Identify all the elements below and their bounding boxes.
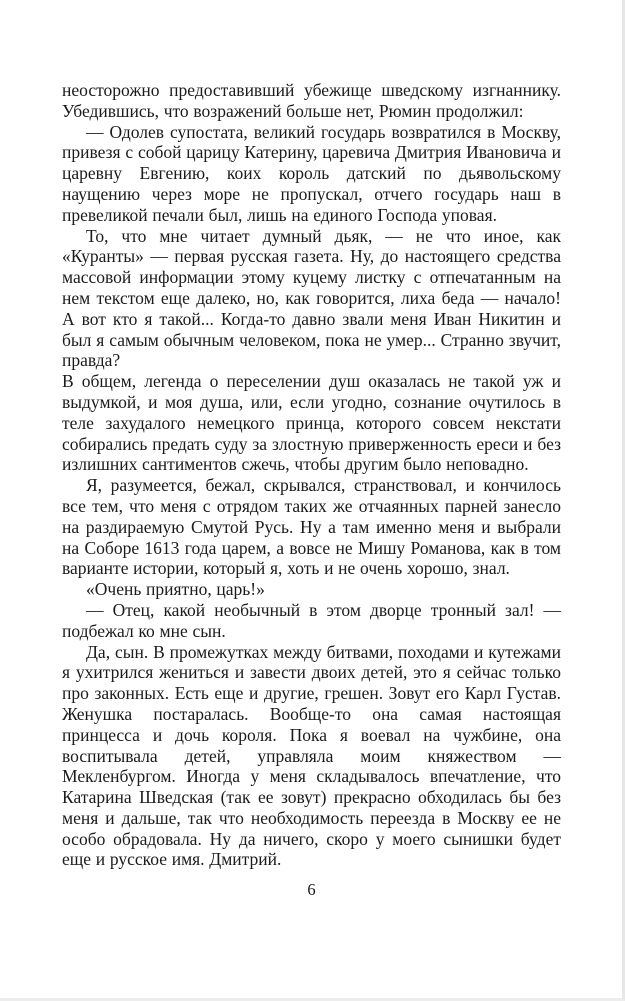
- paragraph: — Отец, какой необычный в этом дворце тронный зал! — подбежал ко мне сын.: [62, 599, 561, 641]
- paragraph: — Одолев супостата, великий государь возвратился в Москву, привезя с собой царицу Катерину, царевича Дмитрия Ивановича и царевну Евгению, коих король датский по дьявольскому наущению через море не пропускал, отчего государь наш в превеликой печали был, лишь на единого Господа уповая.: [62, 121, 561, 225]
- paragraph: неосторожно предоставивший убежище шведскому изгнаннику. Убедившись, что возражений больше нет, Рюмин продолжил:: [62, 80, 561, 121]
- paragraph: Я, разумеется, бежал, скрывался, странствовал, и кончилось все тем, что меня с отрядом таких же отчаянных парней занесло на раздираемую Смутой Русь. Ну а там именно меня и выбрали на Соборе 1613 года царем, а вовсе не Мишу Романова, как в том варианте истории, который я, хоть и не очень хорошо, знал.: [62, 475, 561, 579]
- paragraph: То, что мне читает думный дьяк, — не что иное, как «Куранты» — первая русская газета. Ну, до настоящего средства массовой информации этому куцему листку с отпечатанным на нем текстом еще далеко, но, как говорится, лиха беда — начало! А вот кто я такой... Когда-то давно звали меня Иван Никитин и был я самым обычным человеком, пока не умер... Странно звучит, правда?: [62, 225, 561, 371]
- paragraph: Да, сын. В промежутках между битвами, походами и кутежами я ухитрился жениться и завести двоих детей, это я сейчас только про законных. Есть еще и другие, грешен. Зовут его Карл Густав. Женушка постаралась. Вообще-то она самая настоящая принцесса и дочь короля. Пока я воевал на чужбине, она воспитывала детей, управляла моим княжеством — Мекленбургом. Иногда у меня складывалось впечатление, что Катарина Шведская (так ее зовут) прекрасно обходилась бы без меня и дальше, так что необходимость переезда в Москву ее не особо обрадовала. Ну да ничего, скоро у моего сынишки будет еще и русское имя. Дмитрий.: [62, 641, 561, 870]
- page-text: [62, 80, 561, 870]
- paragraph: В общем, легенда о переселении душ оказалась не такой уж и выдумкой, и моя душа, или, если угодно, сознание очутилось в теле захудалого немецкого принца, которого совсем некстати собирались предать суду за злостную приверженность ереси и без излишних сантиментов сжечь, чтобы другим было неповадно.: [62, 371, 561, 475]
- paragraph: «Очень приятно, царь!»: [86, 579, 265, 600]
- page-number: 6: [307, 880, 316, 900]
